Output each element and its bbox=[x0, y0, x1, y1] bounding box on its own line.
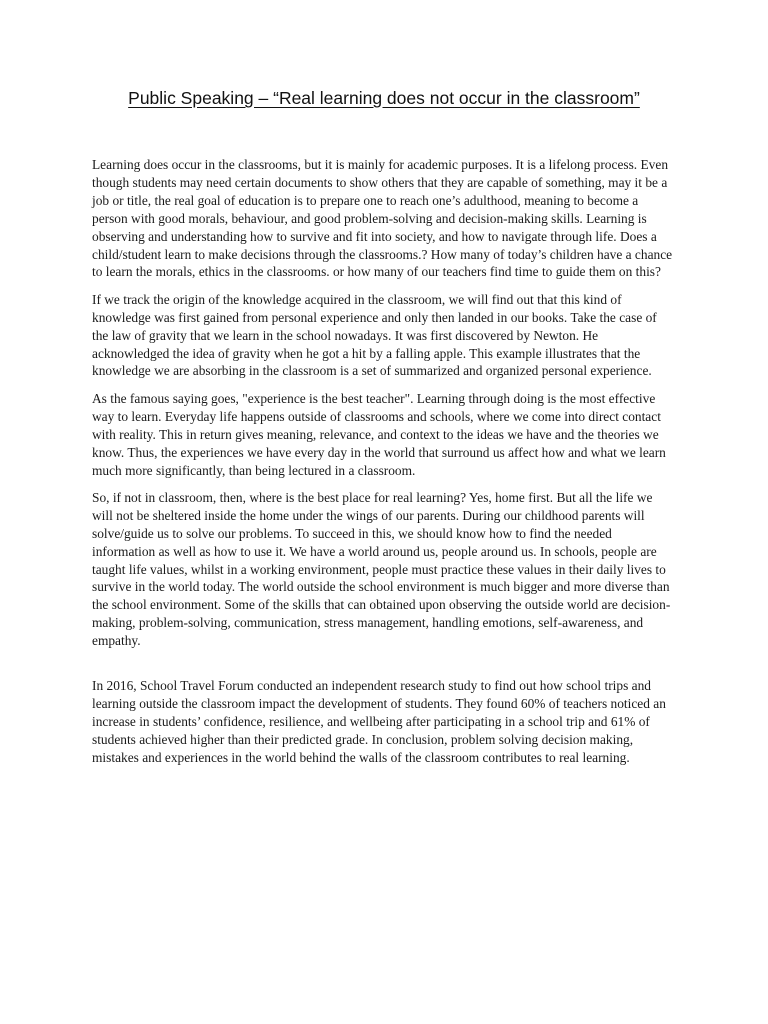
paragraph-5: In 2016, School Travel Forum conducted an independent research study to find out how school trips and learning outside the classroom impact the development of students. They found 60% of teachers noticed an increase in students’ confidence, resilience, and wellbeing after participating in a school trip and 61% of students achieved higher than their predicted grade. In conclusion, problem solving decision making, mistakes and experiences in the world behind the walls of the classroom contributes to real learning. bbox=[92, 678, 666, 765]
paragraph-4: So, if not in classroom, then, where is the best place for real learning? Yes, home first. But all the life we will not be sheltered inside the home under the wings of our parents. During our childhood parents will solve/guide us to solve our problems. To succeed in this, we should know how to find the needed information as well as how to use it. We have a world around us, people around us. In schools, people are taught life values, whilst in a working environment, people must practice these values in their daily lives to survive in the world today. The world outside the school environment is much bigger and more diverse than the school environment. Some of the skills that can obtained upon observing the outside world are decision-making, problem-solving, communication, stress management, handling emotions, self-awareness, and empathy. bbox=[92, 489, 671, 649]
paragraph-2: If we track the origin of the knowledge acquired in the classroom, we will find out that this kind of knowledge was first gained from personal experience and only then landed in our books. Take the case of the law of gravity that we learn in the school nowadays. It was first discovered by Newton. He acknowledged the idea of gravity when he got a hit by a falling apple. This example illustrates that the knowledge we are absorbing in the classroom is a set of summarized and organized personal experience. bbox=[92, 291, 657, 379]
document-body bbox=[92, 156, 676, 776]
document-title: Public Speaking – “Real learning does not occur in the classroom” bbox=[128, 88, 640, 108]
paragraph-3: As the famous saying goes, "experience is the best teacher". Learning through doing is the most effective way to learn. Everyday life happens outside of classrooms and schools, where we come into direct contact with reality. This in return gives meaning, relevance, and context to the ideas we have and the theories we know. Thus, the experiences we have every day in the world that surround us affect how and what we learn much more significantly, than being lectured in a classroom. bbox=[92, 390, 666, 478]
paragraph-1: Learning does occur in the classrooms, but it is mainly for academic purposes. It is a lifelong process. Even though students may need certain documents to show others that they are capable of something, may it be a job or title, the real goal of education is to prepare one to reach one’s adulthood, meaning to become a person with good morals, behaviour, and good problem-solving and decision-making skills. Learning is observing and understanding how to survive and fit into society, and how to navigate through life. Does a child/student learn to make decisions through the classrooms.? How many of today’s children have a chance to learn the morals, ethics in the classrooms. or how many of our teachers find time to guide them on this? bbox=[92, 157, 673, 280]
